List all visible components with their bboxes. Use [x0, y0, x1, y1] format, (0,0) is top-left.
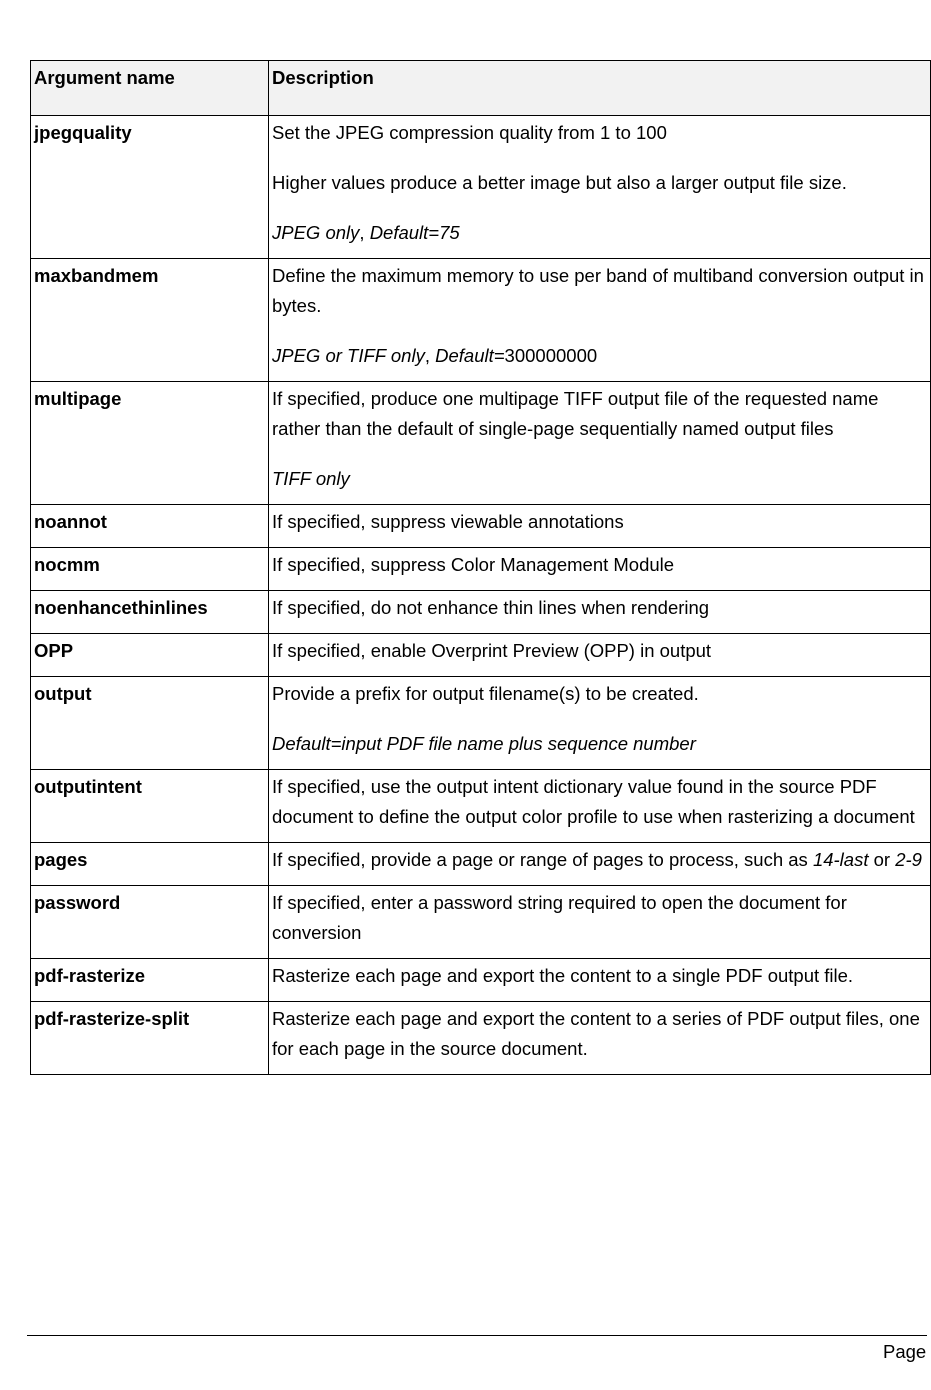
arguments-table — [30, 60, 931, 1075]
description-paragraph — [272, 729, 927, 759]
description-text: If specified, suppress viewable annotations — [272, 511, 624, 532]
description-paragraph — [272, 384, 927, 444]
description-paragraph — [272, 261, 927, 321]
description-cell — [269, 677, 931, 770]
description-paragraph — [272, 118, 927, 148]
description-cell — [269, 116, 931, 259]
argument-name-cell: password — [31, 886, 269, 959]
description-text: Default= — [435, 345, 505, 366]
description-text: If specified, provide a page or range of pages to process, such as — [272, 849, 813, 870]
description-text: If specified, produce one multipage TIFF output file of the requested name rather than the default of single-page sequentially named output files — [272, 388, 879, 439]
argument-name-cell: pdf-rasterize — [31, 959, 269, 1002]
description-text: If specified, do not enhance thin lines when rendering — [272, 597, 710, 618]
table-row — [31, 770, 931, 843]
description-text: Set the JPEG compression quality from 1 to 100 — [272, 122, 667, 143]
header-argument-name: Argument name — [31, 61, 269, 116]
description-paragraph — [272, 550, 927, 580]
description-cell — [269, 505, 931, 548]
description-cell — [269, 886, 931, 959]
footer-rule — [27, 1335, 927, 1336]
table-header-row — [31, 61, 931, 116]
description-text: TIFF only — [272, 468, 350, 489]
header-description: Description — [269, 61, 931, 116]
description-paragraph — [272, 961, 927, 991]
argument-name-cell: pdf-rasterize-split — [31, 1002, 269, 1075]
table-row — [31, 548, 931, 591]
description-text: JPEG or TIFF only — [272, 345, 425, 366]
description-paragraph — [272, 507, 927, 537]
description-text: Higher values produce a better image but also a larger output file size. — [272, 172, 847, 193]
table-row — [31, 634, 931, 677]
description-cell — [269, 382, 931, 505]
table-row — [31, 959, 931, 1002]
table-row — [31, 591, 931, 634]
argument-name-cell: OPP — [31, 634, 269, 677]
description-paragraph — [272, 679, 927, 709]
description-paragraph — [272, 168, 927, 198]
argument-name-cell: noenhancethinlines — [31, 591, 269, 634]
description-text: , — [424, 345, 436, 366]
argument-name-cell: pages — [31, 843, 269, 886]
description-paragraph — [272, 464, 927, 494]
table-row — [31, 382, 931, 505]
description-text: Default=input PDF file name plus sequence number — [272, 733, 696, 754]
description-text: If specified, enter a password string required to open the document for conversion — [272, 892, 847, 943]
description-text: 300000000 — [504, 345, 598, 366]
description-text: Default=75 — [369, 222, 460, 243]
description-paragraph — [272, 636, 927, 666]
argument-name-cell: noannot — [31, 505, 269, 548]
table-row — [31, 886, 931, 959]
description-paragraph — [272, 218, 927, 248]
table-row — [31, 1002, 931, 1075]
footer-page-label: Page — [883, 1341, 927, 1362]
table-row — [31, 259, 931, 382]
description-paragraph — [272, 341, 927, 371]
table-row — [31, 677, 931, 770]
argument-name-cell: jpegquality — [31, 116, 269, 259]
description-text: If specified, suppress Color Management Module — [272, 554, 675, 575]
description-paragraph — [272, 845, 927, 875]
description-cell — [269, 634, 931, 677]
description-text: or — [868, 849, 896, 870]
description-cell — [269, 843, 931, 886]
table-row — [31, 505, 931, 548]
description-cell — [269, 770, 931, 843]
description-text: If specified, use the output intent dictionary value found in the source PDF document to define the output color profile to use when rasterizing a document — [272, 776, 915, 827]
description-cell — [269, 959, 931, 1002]
description-text: 2-9 — [895, 849, 922, 870]
description-paragraph — [272, 772, 927, 832]
argument-name-cell: multipage — [31, 382, 269, 505]
argument-name-cell: maxbandmem — [31, 259, 269, 382]
table-row — [31, 116, 931, 259]
description-text: , — [359, 222, 370, 243]
table-row — [31, 843, 931, 886]
description-text: If specified, enable Overprint Preview (OPP) in output — [272, 640, 712, 661]
argument-name-cell: output — [31, 677, 269, 770]
description-cell — [269, 1002, 931, 1075]
description-paragraph — [272, 1004, 927, 1064]
description-cell — [269, 259, 931, 382]
description-text: JPEG only — [272, 222, 360, 243]
description-paragraph — [272, 888, 927, 948]
table-body — [31, 116, 931, 1075]
argument-name-cell: nocmm — [31, 548, 269, 591]
argument-name-cell: outputintent — [31, 770, 269, 843]
description-cell — [269, 591, 931, 634]
description-text: Rasterize each page and export the content to a single PDF output file. — [272, 965, 854, 986]
description-text: Provide a prefix for output filename(s) to be created. — [272, 683, 699, 704]
description-text: 14-last — [812, 849, 869, 870]
description-paragraph — [272, 593, 927, 623]
description-cell — [269, 548, 931, 591]
description-text: Rasterize each page and export the content to a series of PDF output files, one for each page in the source document. — [272, 1008, 920, 1059]
description-text: Define the maximum memory to use per band of multiband conversion output in bytes. — [272, 265, 924, 316]
